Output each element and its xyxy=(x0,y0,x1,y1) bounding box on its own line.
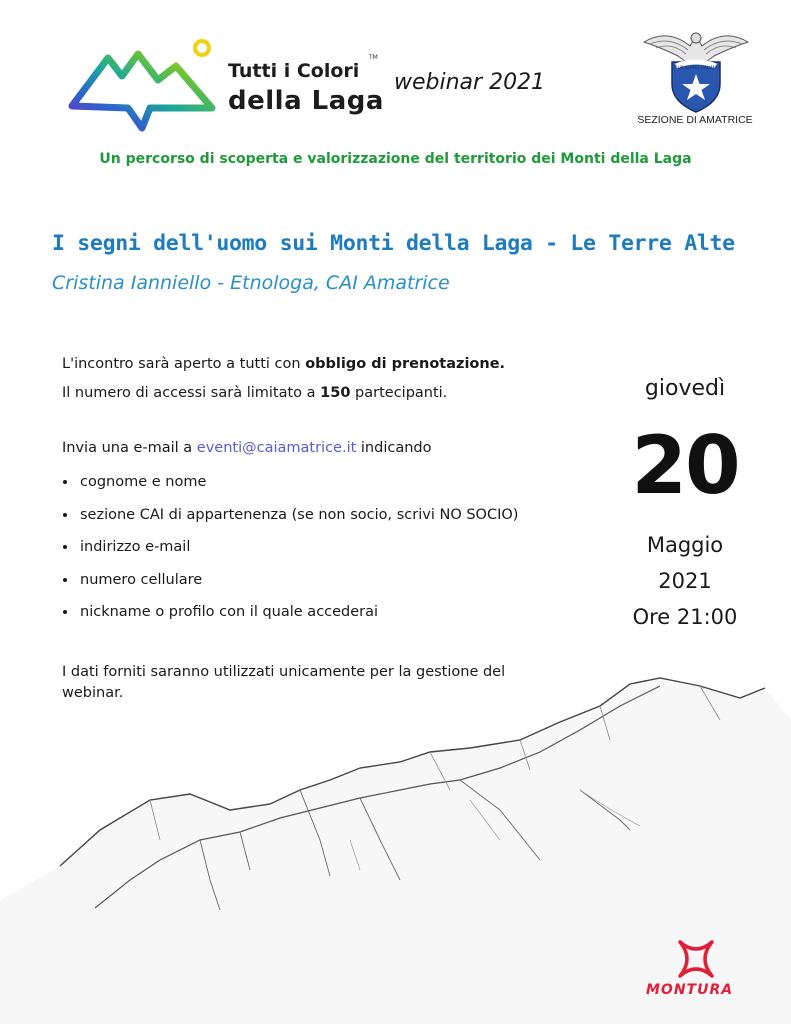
day-number: 20 xyxy=(631,419,739,512)
year: 2021 xyxy=(658,569,712,593)
email-link[interactable]: eventi@caiamatrice.it xyxy=(196,440,357,456)
montura-x-icon xyxy=(676,938,716,980)
event-title: I segni dell'uomo sui Monti della Laga - Le Terre Alte xyxy=(52,231,735,256)
logo-title-line1: Tutti i Colori xyxy=(228,60,360,82)
montura-logo-text: MONTURA xyxy=(646,982,734,998)
list-item-text: sezione CAI di appartenenza (se non socio, scrivi NO SOCIO) xyxy=(80,506,519,523)
event-time: Ore 21:00 xyxy=(632,605,738,629)
list-item xyxy=(62,570,518,603)
privacy-notice xyxy=(62,662,597,704)
list-item xyxy=(62,602,518,635)
mountain-icon xyxy=(72,54,212,128)
list-item xyxy=(62,472,518,505)
weekday: giovedì xyxy=(644,376,726,401)
requirements-list xyxy=(62,472,518,635)
email-instructions-text: Invia una e-mail a xyxy=(62,440,197,456)
list-item-text: indirizzo e-mail xyxy=(80,539,191,555)
sun-icon xyxy=(195,41,209,55)
participants-limit-suffix: partecipanti. xyxy=(350,385,448,401)
email-instructions-suffix: indicando xyxy=(356,440,432,456)
month: Maggio xyxy=(646,533,724,557)
booking-notice xyxy=(62,356,505,372)
privacy-line-1: I dati forniti saranno utilizzati unicamente per la gestione del xyxy=(62,664,506,680)
bullet-icon xyxy=(63,545,67,549)
tagline: Un percorso di scoperta e valorizzazione del territorio dei Monti della Laga xyxy=(99,151,692,167)
list-item-text: nickname o profilo con il quale accederai xyxy=(80,604,379,620)
email-instructions xyxy=(62,440,431,456)
list-item xyxy=(62,537,518,570)
privacy-line-2: webinar. xyxy=(62,685,124,701)
cai-eagle-emblem-icon xyxy=(640,22,752,114)
cai-emblem-text: CLUB ALPINO ITALIANO xyxy=(672,65,720,70)
participants-count: 150 xyxy=(320,385,351,401)
participants-limit-text: Il numero di accessi sarà limitato a xyxy=(62,385,321,401)
cai-section-label: SEZIONE DI AMATRICE xyxy=(637,114,753,126)
bullet-icon xyxy=(63,610,67,614)
bullet-icon xyxy=(63,513,67,517)
event-date xyxy=(610,370,760,635)
logo-trademark: TM xyxy=(369,54,378,61)
list-item-text: cognome e nome xyxy=(80,474,207,490)
speaker-line: Cristina Ianniello - Etnologa, CAI Amatrice xyxy=(52,272,450,294)
booking-notice-bold: obbligo di prenotazione. xyxy=(305,356,506,372)
participants-limit xyxy=(62,385,447,401)
logo-title-line2: della Laga xyxy=(228,86,384,116)
webinar-label: webinar 2021 xyxy=(394,70,546,95)
list-item-text: numero cellulare xyxy=(80,571,203,588)
bullet-icon xyxy=(63,578,67,582)
booking-notice-text: L'incontro sarà aperto a tutti con xyxy=(62,356,306,372)
list-item xyxy=(62,505,518,538)
bullet-icon xyxy=(63,480,67,484)
